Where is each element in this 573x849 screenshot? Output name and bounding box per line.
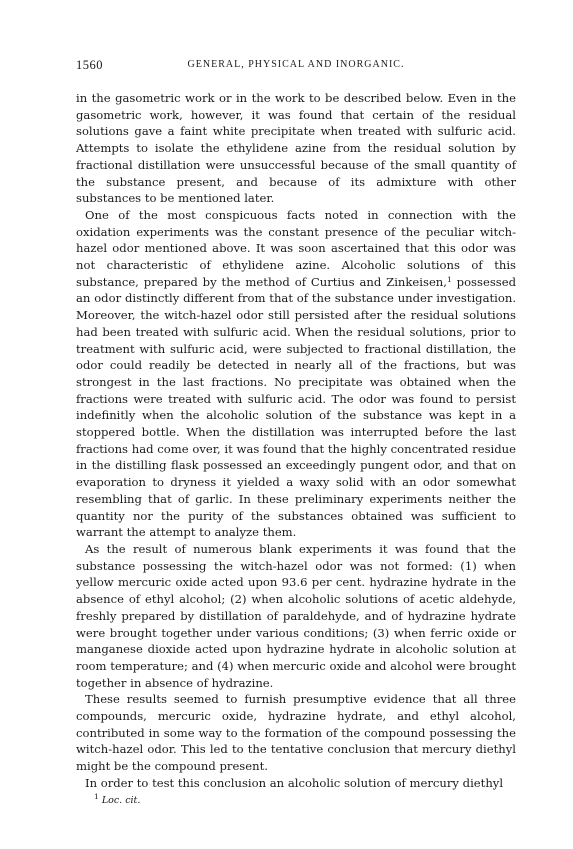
- footnote-mark: 1: [94, 791, 99, 801]
- paragraph: in the gasometric work or in the work to be described below. Even in the gasometric work, however, it was found that certain of the residual solutions gave a faint white precipitate when treated with sulfuric acid. Attempts to isolate the ethylidene azine from the residual solution by fractional distillation were unsuccessful because of the small quantity of the substance present, and because of its admixture with other substances to be mentioned later.: [76, 91, 516, 206]
- running-title: GENERAL, PHYSICAL AND INORGANIC.: [187, 59, 405, 70]
- paragraph-text: possessed an odor distinctly different from that of the substance under investigation. Moreover, the witch-hazel odor still persisted after the residual solutions had been treated with sulfuric acid. When the residual solutions, prior to treatment with sulfuric acid, were subjected to fractional distillation, the odor could readily be detected in nearly all of the fractions, but was strongest in the last fractions. No precipitate was obtained when the fractions were treated with sulfuric acid. The odor was found to persist indefinitly when the alcoholic solution of the substance was kept in a stoppered bottle. When the distillation was interrupted before the last fractions had come over, it was found that the highly concentrated residue in the distilling flask possessed an exceedingly pungent odor, and that on evaporation to dryness it yielded a waxy solid with an odor somewhat resembling that of garlic. In these preliminary experiments neither the quantity nor the purity of the substances obtained was sufficient to warrant the attempt to analyze them.: [76, 274, 517, 540]
- paragraph: As the result of numerous blank experiments it was found that the substance possessing the witch-hazel odor was not formed: (1) when yellow mercuric oxide acted upon 93.6 per cent. hydrazine hydrate in the absence of ethyl alcohol; (2) when alcoholic solutions of acetic aldehyde, freshly prepared by distillation of paraldehyde, and of hydrazine hydrate were brought together under various conditions; (3) when ferric oxide or manganese dioxide acted upon hydrazine hydrate in alcoholic solution at room temperature; and (4) when mercuric oxide and alcohol were brought together in absence of hydrazine.: [76, 541, 516, 690]
- page: [76, 58, 516, 807]
- paragraph: In order to test this conclusion an alcoholic solution of mercury diethyl: [85, 775, 504, 790]
- page-header: [76, 58, 516, 76]
- page-number: 1560: [76, 58, 103, 72]
- paragraph: [76, 207, 516, 541]
- body-text: [76, 90, 516, 792]
- paragraph-text: One of the most conspicuous facts noted in connection with the oxidation experiments was the constant presence of the peculiar witch-hazel odor mentioned above. It was soon ascertained that this odor was not characteristic of ethylidene azine. Alcoholic solutions of this substance, prepared by the method of Curtius and Zinkeisen,: [76, 207, 516, 289]
- paragraph: These results seemed to furnish presumptive evidence that all three compounds, mercuric oxide, hydrazine hydrate, and ethyl alcohol, contributed in some way to the formation of the compound possessing the witch-hazel odor. This led to the tentative conclusion that mercury diethyl might be the compound present.: [76, 692, 516, 774]
- footnote-ref: 1: [446, 274, 452, 284]
- footnote-text: Loc. cit.: [101, 794, 141, 806]
- footnote: [76, 791, 516, 807]
